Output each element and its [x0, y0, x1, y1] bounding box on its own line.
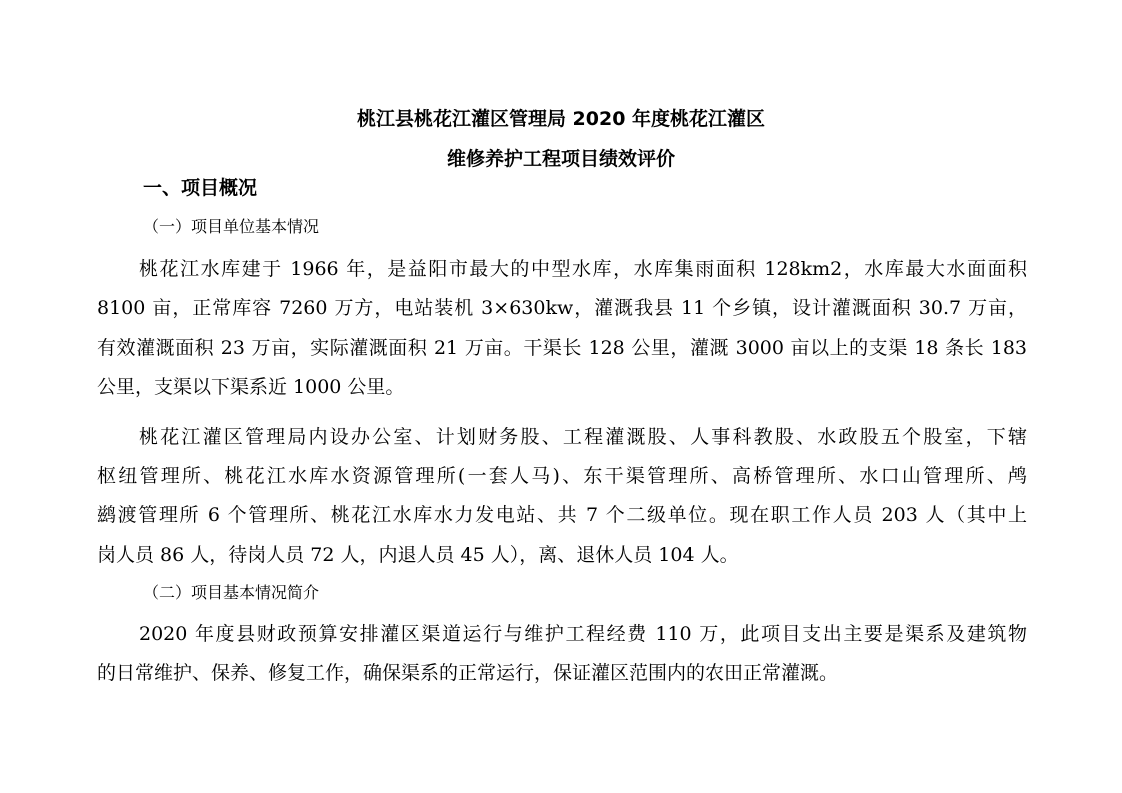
subsection-heading-unit-basic-info: （一）项目单位基本情况 — [143, 217, 320, 236]
document-title-line-2: 维修养护工程项目绩效评价 — [446, 148, 675, 170]
paragraph-line: 桃花江水库建于 1966 年，是益阳市最大的中型水库，水库集雨面积 128km2，水库最大水面面积 — [139, 258, 1027, 280]
section-heading-project-overview: 一、项目概况 — [143, 177, 258, 199]
paragraph-line: 公里，支渠以下渠系近 1000 公里。 — [97, 376, 405, 398]
subsection-heading-project-summary: （二）项目基本情况简介 — [143, 583, 320, 602]
paragraph-line: 2020 年度县财政预算安排灌区渠道运行与维护工程经费 110 万，此项目支出主要是渠系及建筑物 — [139, 623, 1027, 645]
paragraph-line: 枢纽管理所、桃花江水库水资源管理所(一套人马)、东干渠管理所、高桥管理所、水口山管理所、鸬 — [97, 465, 1027, 487]
paragraph-line: 岗人员 86 人，待岗人员 72 人，内退人员 45 人），离、退休人员 104 人。 — [97, 544, 739, 566]
paragraph-line: 鹚渡管理所 6 个管理所、桃花江水库水力发电站、共 7 个二级单位。现在职工作人员 203 人（其中上 — [97, 504, 1027, 526]
document-title-line-1: 桃江县桃花江灌区管理局 2020 年度桃花江灌区 — [356, 108, 766, 130]
paragraph-line: 有效灌溉面积 23 万亩，实际灌溉面积 21 万亩。干渠长 128 公里，灌溉 3000 亩以上的支渠 18 条长 183 — [97, 337, 1027, 359]
paragraph-line: 8100 亩，正常库容 7260 万方，电站装机 3×630kw，灌溉我县 11 个乡镇，设计灌溉面积 30.7 万亩， — [97, 297, 1027, 319]
paragraph-line: 桃花江灌区管理局内设办公室、计划财务股、工程灌溉股、人事科教股、水政股五个股室，下辖 — [139, 426, 1027, 448]
paragraph-line: 的日常维护、保养、修复工作，确保渠系的正常运行，保证灌区范围内的农田正常灌溉。 — [97, 662, 839, 684]
